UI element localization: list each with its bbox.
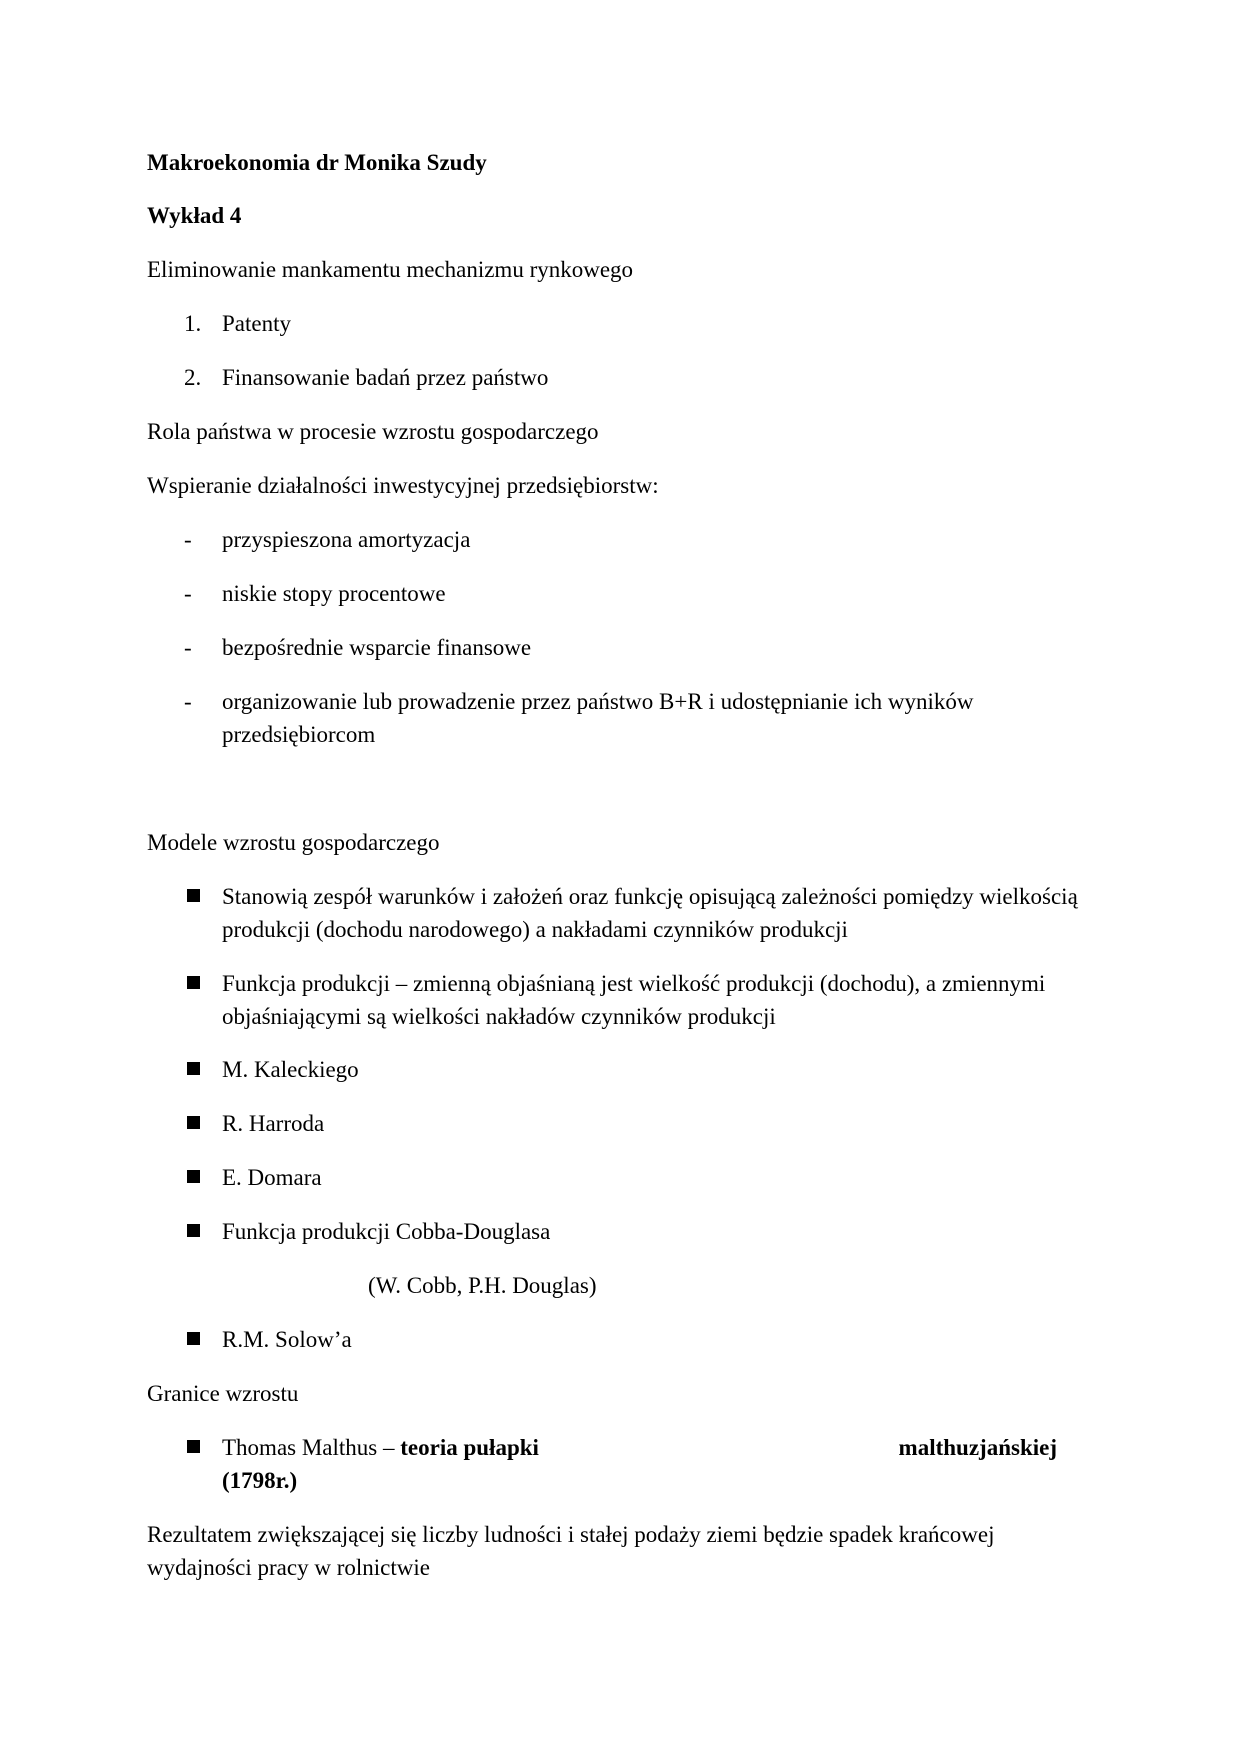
malthus-year: (1798r.) [222,1468,298,1493]
document-title: Makroekonomia dr Monika Szudy [147,150,487,175]
square-bullet-icon [187,1224,200,1237]
list-item: Funkcja produkcji Cobba-Douglasa [222,1219,551,1244]
section-heading-market: Eliminowanie mankamentu mechanizmu rynkowego [147,257,634,282]
square-bullet-icon [187,976,200,989]
square-bullet-icon [187,1332,200,1345]
dash-marker: - [184,527,192,552]
list-item: Finansowanie badań przez państwo [222,365,549,390]
dash-marker: - [184,581,192,606]
square-bullet-icon [187,1170,200,1183]
section-heading-state-role: Rola państwa w procesie wzrostu gospodarczego [147,419,599,444]
malthus-item [222,1431,1082,1497]
conclusion-paragraph: Rezultatem zwiększającej się liczby ludności i stałej podaży ziemi będzie spadek krańcowej wydajności pracy w rolnictwie [147,1522,995,1580]
square-bullet-icon [187,1440,200,1453]
list-item: przyspieszona amortyzacja [222,527,471,552]
malthus-theory-end: malthuzjańskiej [898,1435,1057,1460]
list-item: R.M. Solow’a [222,1327,352,1352]
square-bullet-icon [187,1116,200,1129]
list-marker: 1. [184,311,202,336]
list-item: M. Kaleckiego [222,1057,359,1082]
list-marker: 2. [184,365,202,390]
list-item: E. Domara [222,1165,322,1190]
dash-marker: - [184,635,192,660]
square-bullet-icon [187,889,200,902]
malthus-line [222,1431,1057,1464]
list-item: organizowanie lub prowadzenie przez państwo B+R i udostępnianie ich wyników przedsiębiorcom [222,689,974,747]
section-heading-investment: Wspieranie działalności inwestycyjnej przedsiębiorstw: [147,473,659,498]
list-item: bezpośrednie wsparcie finansowe [222,635,532,660]
malthus-text [222,1431,539,1464]
cobb-douglas-authors: (W. Cobb, P.H. Douglas) [368,1273,597,1298]
list-item: Stanowią zespół warunków i założeń oraz funkcję opisującą zależności pomiędzy wielkością produkcji (dochodu narodowego) a nakładami czynników produkcji [222,884,1078,942]
lecture-label: Wykład 4 [147,203,242,228]
section-heading-growth-models: Modele wzrostu gospodarczego [147,830,440,855]
list-item: Patenty [222,311,291,336]
list-item: R. Harroda [222,1111,325,1136]
dash-marker: - [184,689,192,714]
malthus-prefix: Thomas Malthus – [222,1435,401,1460]
list-item: niskie stopy procentowe [222,581,446,606]
list-item: Funkcja produkcji – zmienną objaśnianą jest wielkość produkcji (dochodu), a zmiennymi objaśniającymi są wielkości nakładów czynników produkcji [222,971,1046,1029]
square-bullet-icon [187,1062,200,1075]
malthus-theory: teoria pułapki [400,1435,539,1460]
section-heading-growth-limits: Granice wzrostu [147,1381,299,1406]
